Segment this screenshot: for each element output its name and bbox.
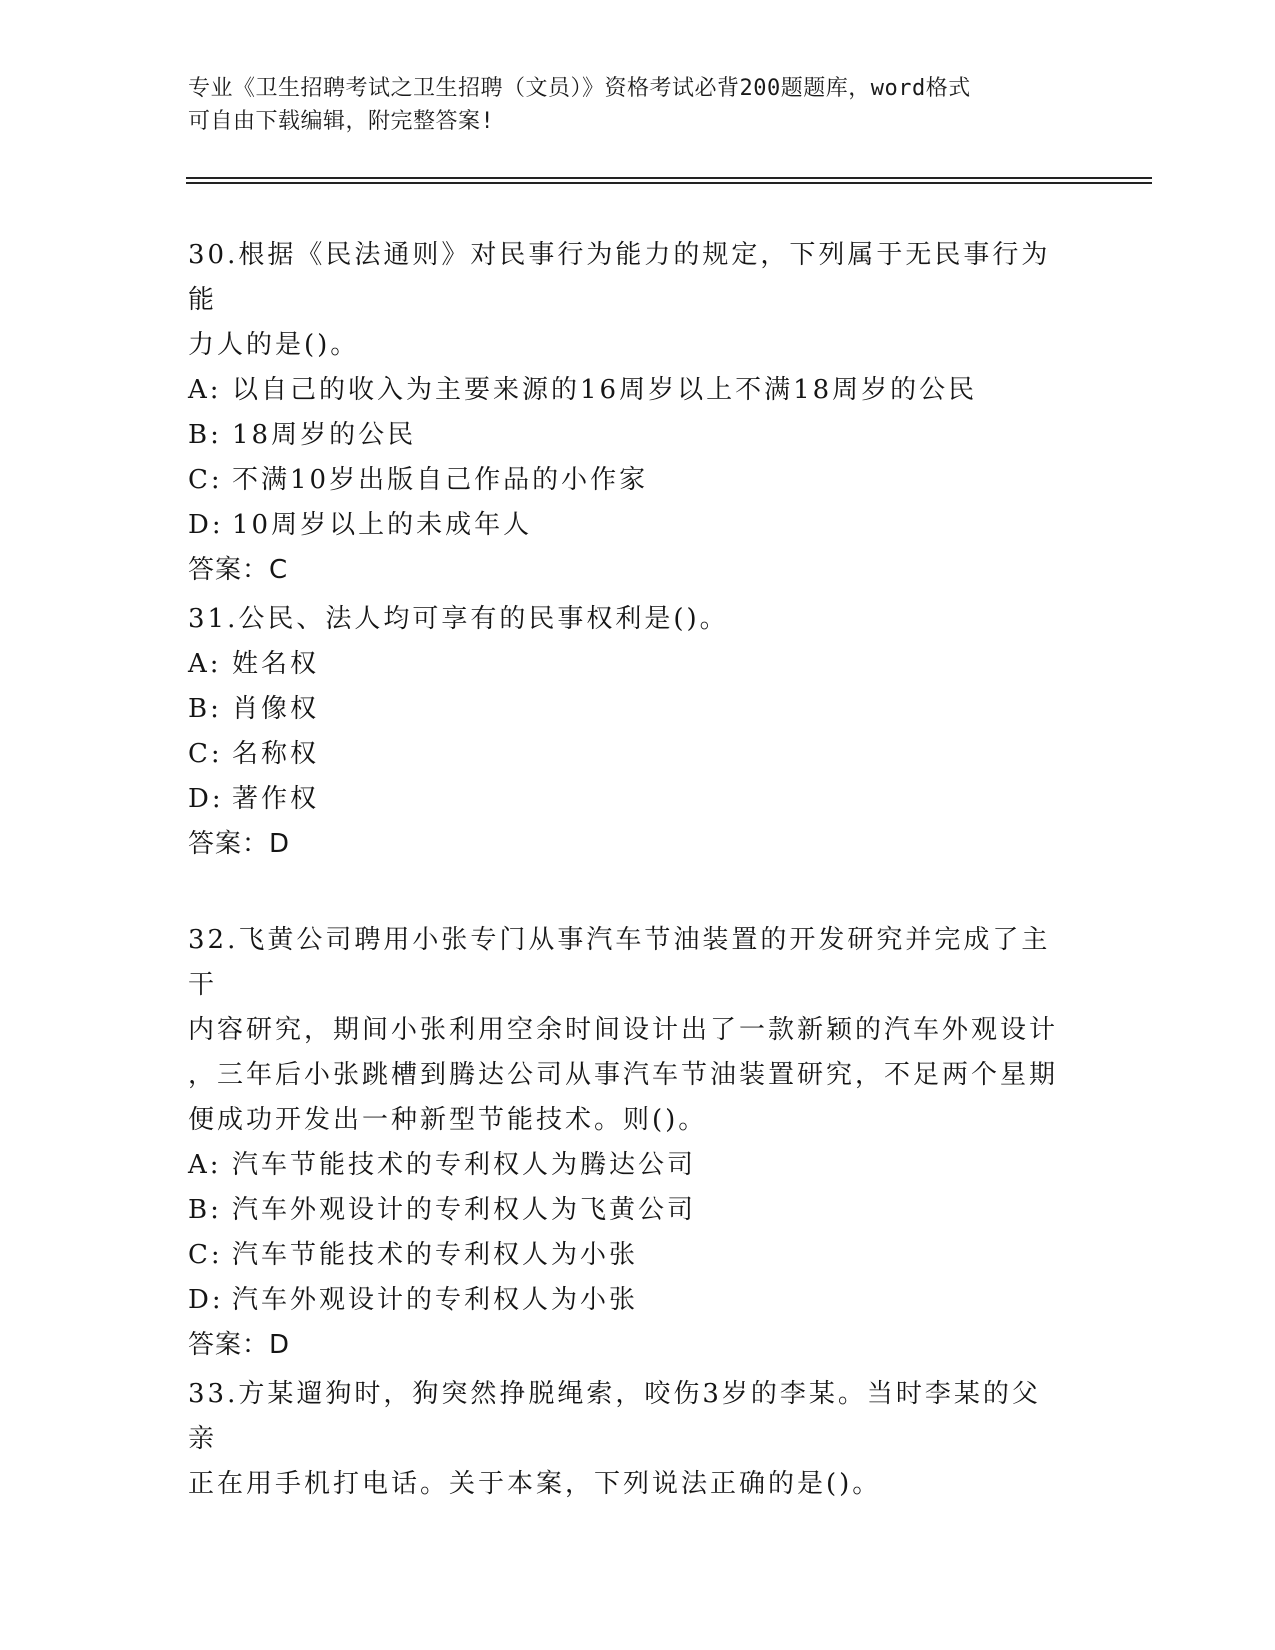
- question-stem-line: ，三年后小张跳槽到腾达公司从事汽车节油装置研究，不足两个星期: [188, 1060, 1059, 1090]
- question-stem-line: 正在用手机打电话。关于本案，下列说法正确的是()。: [188, 1469, 882, 1499]
- question-stem-line: 便成功开发出一种新型节能技术。则()。: [188, 1105, 708, 1135]
- question-32: [188, 918, 1068, 1368]
- option-b: [188, 687, 1068, 732]
- option-letter: D:: [188, 1285, 224, 1315]
- question-stem-line: 31.公民、法人均可享有的民事权利是()。: [188, 604, 729, 634]
- document-header: [188, 72, 1068, 138]
- question-stem-line: 力人的是()。: [188, 330, 360, 360]
- option-text: 汽车外观设计的专利权人为小张: [232, 1285, 639, 1315]
- option-text: 名称权: [232, 739, 320, 769]
- option-c: [188, 458, 1068, 503]
- question-30: [188, 233, 1068, 593]
- option-c: [188, 1233, 1068, 1278]
- option-letter: C:: [188, 465, 223, 495]
- option-letter: B:: [188, 1195, 222, 1225]
- option-letter: B:: [188, 694, 222, 724]
- option-a: [188, 1143, 1068, 1188]
- option-d: [188, 503, 1068, 548]
- option-text: 18周岁的公民: [232, 420, 417, 450]
- option-c: [188, 732, 1068, 777]
- question-31: [188, 597, 1068, 867]
- option-letter: A:: [188, 1150, 222, 1180]
- option-letter: B:: [188, 420, 222, 450]
- option-d: [188, 1278, 1068, 1323]
- question-stem-line: 32.飞黄公司聘用小张专门从事汽车节油装置的开发研究并完成了主干: [188, 925, 1051, 1000]
- answer-line: 答案：D: [188, 829, 291, 859]
- header-divider-top: [186, 177, 1152, 179]
- option-text: 汽车节能技术的专利权人为小张: [232, 1240, 639, 1270]
- option-letter: D:: [188, 784, 224, 814]
- option-letter: D:: [188, 510, 224, 540]
- option-letter: C:: [188, 739, 223, 769]
- option-b: [188, 413, 1068, 458]
- option-text: 以自己的收入为主要来源的16周岁以上不满18周岁的公民: [232, 375, 978, 405]
- option-text: 不满10岁出版自己作品的小作家: [232, 465, 649, 495]
- option-text: 汽车节能技术的专利权人为腾达公司: [232, 1150, 697, 1180]
- answer-line: 答案：C: [188, 555, 289, 585]
- question-stem-line: 33.方某遛狗时，狗突然挣脱绳索，咬伤3岁的李某。当时李某的父亲: [188, 1379, 1041, 1454]
- header-line-2: 可自由下载编辑，附完整答案!: [188, 109, 495, 134]
- option-letter: C:: [188, 1240, 223, 1270]
- option-text: 汽车外观设计的专利权人为飞黄公司: [232, 1195, 697, 1225]
- option-text: 肖像权: [232, 694, 320, 724]
- option-d: [188, 777, 1068, 822]
- option-a: [188, 642, 1068, 687]
- option-a: [188, 368, 1068, 413]
- option-letter: A:: [188, 649, 222, 679]
- option-text: 著作权: [232, 784, 320, 814]
- answer-line: 答案：D: [188, 1330, 291, 1360]
- question-stem-line: 30.根据《民法通则》对民事行为能力的规定，下列属于无民事行为能: [188, 240, 1051, 315]
- option-text: 10周岁以上的未成年人: [232, 510, 533, 540]
- question-stem-line: 内容研究，期间小张利用空余时间设计出了一款新颖的汽车外观设计: [188, 1015, 1059, 1045]
- question-33: [188, 1372, 1068, 1507]
- header-line-1: 专业《卫生招聘考试之卫生招聘（文员）》资格考试必背200题题库，word格式: [188, 76, 971, 101]
- header-divider-bottom: [186, 182, 1152, 184]
- option-letter: A:: [188, 375, 222, 405]
- option-b: [188, 1188, 1068, 1233]
- option-text: 姓名权: [232, 649, 320, 679]
